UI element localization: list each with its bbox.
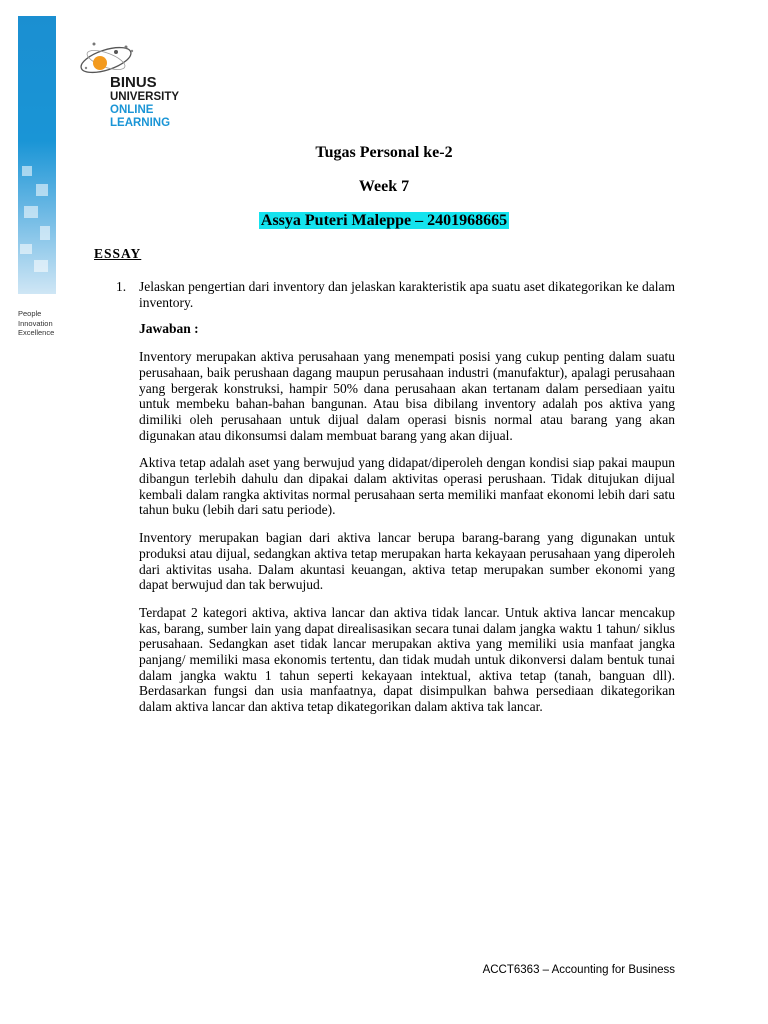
binus-logo-icon (76, 38, 146, 78)
decor-tile (20, 244, 32, 254)
student-name (0, 212, 768, 230)
decor-tile (22, 166, 32, 176)
logo-learning: LEARNING (110, 117, 171, 129)
answer-paragraph: Terdapat 2 kategori aktiva, aktiva lancar dan aktiva tidak lancar. Untuk aktiva lancar mencakup kas, barang, sumber lain yang dapat direalisasikan secara tunai dalam jangka waktu 1 tahun/ siklus perusahaan. Sedangkan aset tidak lancar merupakan aktiva yang memiliki usia manfaat jangka panjang/ memiliki masa ekonomis tertentu, dan tidak mudah untuk dikonversi dalam bentuk tunai dalam jangka waktu 1 tahun seperti kekayaan intektual, aktiva tetap (tanah, banguan dll). Berdasarkan fungsi dan usia manfaatnya, dapat disimpulkan bahwa persediaan dikategorikan dalam aktiva lancar dan aktiva tetap dikategorikan dalam aktiva tak lancar. (139, 604, 675, 715)
student-name-highlight: Assya Puteri Maleppe – 2401968665 (260, 212, 508, 229)
footer-course: ACCT6363 – Accounting for Business (482, 964, 675, 976)
week-label: Week 7 (358, 178, 410, 195)
logo-university: UNIVERSITY (110, 91, 180, 103)
question-text: Jelaskan pengertian dari inventory dan jelaskan karakteristik apa suatu aset dikategorikan ke dalam inventory. (139, 279, 675, 310)
answer-paragraph: Aktiva tetap adalah aset yang berwujud yang didapat/diperoleh dengan kondisi siap pakai maupun dibangun terlebih dahulu dan dipakai dalam aktivitas operasi perushaan. Tidak ditujukan dijual kembali dalam rangka aktivitas normal perusahaan serta memiliki manfaat ekonomi lebih dari satu tahun buku (lebih dari satu periode). (139, 455, 675, 518)
tagline-line: Excellence (18, 328, 55, 337)
tagline-line: Innovation (18, 318, 53, 328)
logo-text (110, 75, 179, 130)
answer-label: Jawaban : (139, 321, 199, 337)
decor-tile (34, 260, 48, 272)
section-heading: ESSAY (94, 246, 142, 261)
document-title: Tugas Personal ke-2 (315, 144, 453, 161)
answer-paragraph: Inventory merupakan bagian dari aktiva lancar berupa barang-barang yang digunakan untuk produksi atau dijual, sedangkan aktiva tetap merupakan harta kekayaan perusahaan yang diperoleh dari aktivitas usaha. Dalam akuntasi keuangan, aktiva tetap merupakan sumber ekonomi yang dapat berwujud dan tak berwujud. (139, 530, 675, 593)
logo-online: ONLINE (110, 104, 154, 116)
question-block (139, 279, 675, 727)
tagline (18, 309, 54, 338)
tagline-line: People (18, 309, 42, 318)
logo-binus: BINUS (110, 74, 157, 91)
question-number: 1. (116, 279, 127, 294)
answer-paragraph: Inventory merupakan aktiva perusahaan yang menempati posisi yang cukup penting dalam suatu perusahaan, baik perushaan dagang maupun perusahaan industri (manufaktur), apalagi perusahaan yang bergerak konstruksi, hampir 50% dana perusahaan akan tertanam dalam persediaan yaitu untuk membeku bahan-bahan bangunan. Atau bisa dibilang inventory adalah pos aktiva yang dimiliki oleh perusahaan untuk dijual dalam operasi bisnis normal atau barang yang akan digunakan atau dikonsumsi dalam membuat barang yang akan dijual. (139, 349, 675, 443)
